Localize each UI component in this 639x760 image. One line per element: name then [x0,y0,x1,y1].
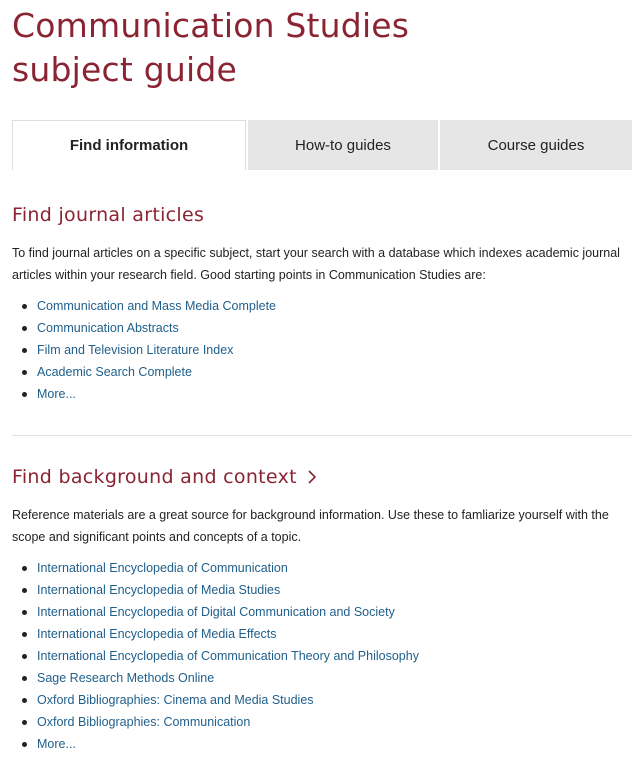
list-item [12,557,632,579]
background-context-heading[interactable] [12,466,632,488]
journal-articles-description: To find journal articles on a specific subject, start your search with a database which indexes academic journal articles within your research field. Good starting points in Communication Studies are: [12,246,620,282]
background-context-description: Reference materials are a great source for background information. Use these to famliarize yourself with the scope and significant points and concepts of a topic. [12,508,609,544]
link-communication-abstracts[interactable]: Communication Abstracts [37,321,179,335]
list-item [12,711,632,733]
list-item [12,733,632,755]
subject-guide-page [12,0,632,755]
journal-database-list [12,295,632,405]
link-oxford-bib-cinema-media[interactable]: Oxford Bibliographies: Cinema and Media Studies [37,693,314,707]
link-sage-research-methods[interactable]: Sage Research Methods Online [37,671,215,685]
link-intl-encyclopedia-media-studies[interactable]: International Encyclopedia of Media Studies [37,583,281,597]
list-item [12,579,632,601]
bullet-icon [22,742,27,747]
list-item [12,361,632,383]
section-divider [12,435,632,436]
bullet-icon [22,698,27,703]
page-title-line1: Communication Studies [12,6,410,45]
bullet-icon [22,588,27,593]
list-item [12,317,632,339]
bullet-icon [22,304,27,309]
link-academic-search-complete[interactable]: Academic Search Complete [37,365,192,379]
link-intl-encyclopedia-media-effects[interactable]: International Encyclopedia of Media Effects [37,627,277,641]
link-intl-encyclopedia-communication-theory[interactable]: International Encyclopedia of Communication Theory and Philosophy [37,649,419,663]
link-intl-encyclopedia-digital-communication[interactable]: International Encyclopedia of Digital Communication and Society [37,605,395,619]
list-item [12,689,632,711]
bullet-icon [22,632,27,637]
bullet-icon [22,392,27,397]
list-item [12,667,632,689]
link-intl-encyclopedia-communication[interactable]: International Encyclopedia of Communication [37,561,288,575]
bullet-icon [22,654,27,659]
list-item [12,295,632,317]
tab-find-information[interactable]: Find information [12,120,246,170]
link-journal-more[interactable]: More... [37,387,76,401]
bullet-icon [22,348,27,353]
bullet-icon [22,326,27,331]
list-item [12,623,632,645]
tab-course-guides[interactable]: Course guides [440,120,632,170]
journal-articles-heading: Find journal articles [12,204,205,226]
page-title [12,0,632,112]
chevron-right-icon [305,469,319,485]
bullet-icon [22,676,27,681]
journal-articles-section [12,204,632,405]
bullet-icon [22,720,27,725]
link-communication-mass-media-complete[interactable]: Communication and Mass Media Complete [37,299,276,313]
list-item [12,383,632,405]
tab-how-to-guides[interactable]: How-to guides [248,120,438,170]
bullet-icon [22,370,27,375]
tab-bar [12,120,632,170]
bullet-icon [22,566,27,571]
page-title-line2: subject guide [12,50,237,89]
bullet-icon [22,610,27,615]
list-item [12,601,632,623]
link-film-television-literature-index[interactable]: Film and Television Literature Index [37,343,234,357]
link-oxford-bib-communication[interactable]: Oxford Bibliographies: Communication [37,715,251,729]
list-item [12,339,632,361]
link-background-more[interactable]: More... [37,737,76,751]
reference-sources-list [12,557,632,755]
list-item [12,645,632,667]
background-context-section [12,466,632,755]
background-context-heading-label: Find background and context [12,466,297,488]
